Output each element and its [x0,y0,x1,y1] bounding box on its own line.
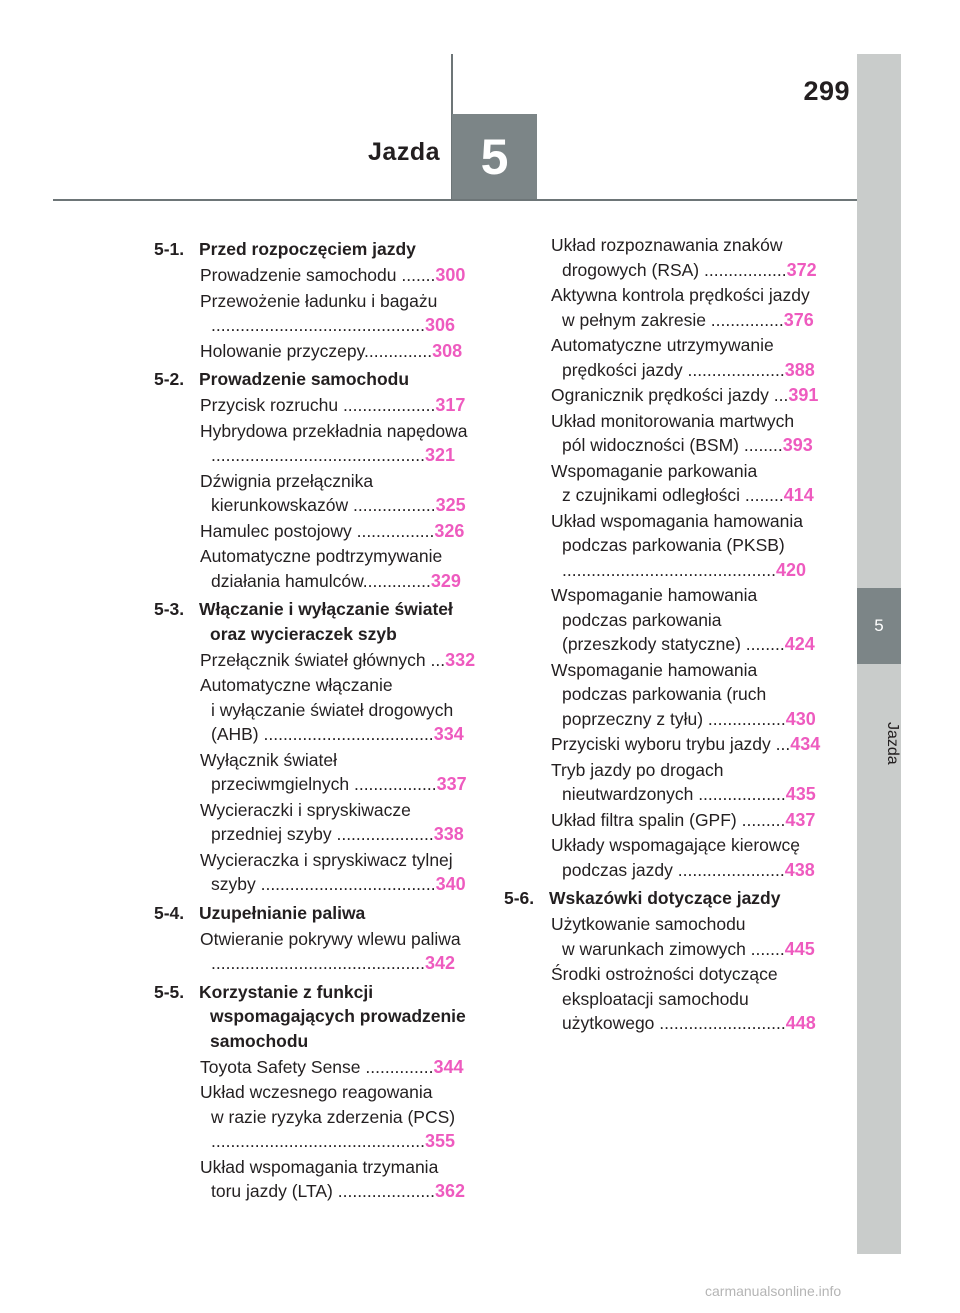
page-reference[interactable]: 420 [775,559,806,580]
entry-text: przedniej szyby .................... [211,824,434,844]
entry-text: Wycieraczka i spryskiwacz tylnej [200,849,453,870]
section-title: Przed rozpoczęciem jazdy [199,239,416,259]
entry-text: Hamulec postojowy ................ [200,520,435,541]
entry-text: Przyciski wyboru trybu jazdy ... [551,734,791,754]
toc-entry[interactable] [154,1155,479,1204]
entry-text: i wyłączanie świateł drogowych [211,699,454,720]
section-title: Korzystanie z funkcji wspomagających prowadzenie samochodu [199,981,466,1051]
entry-text: ............................................ [211,315,425,335]
section-number: 5-4. [154,902,185,923]
entry-text: Otwieranie pokrywy wlewu paliwa [200,928,461,949]
page-reference[interactable]: 300 [435,265,466,285]
side-tab-label: Jazda [884,722,901,765]
page-reference[interactable]: 340 [435,874,466,894]
toc-entry[interactable] [154,263,479,288]
entry-text: pól widoczności (BSM) ........ [562,435,783,455]
page-reference[interactable]: 326 [434,520,465,541]
toc-entry[interactable] [154,673,479,747]
entry-text: Hybrydowa przekładnia napędowa [200,420,468,441]
entry-text: w razie ryzyka zderzenia (PCS) [211,1106,456,1127]
toc-entry[interactable] [154,393,479,418]
entry-text: Automatyczne utrzymywanie [551,335,774,355]
entry-text: Wspomaganie hamowania [551,659,758,680]
entry-text: nieutwardzonych .................. [562,784,786,804]
toc-entry[interactable] [154,798,479,847]
entry-text: Układ wczesnego reagowania [200,1082,433,1102]
toc-entry[interactable] [154,1080,479,1154]
section-title: Włączanie i wyłączanie świateł oraz wycieraczek szyb [199,599,453,644]
page-reference[interactable]: 337 [436,774,467,794]
entry-text: poprzeczny z tyłu) ................ [562,708,786,729]
toc-entry[interactable] [154,519,479,544]
page-reference[interactable]: 355 [424,1131,455,1151]
toc-section[interactable] [154,367,479,392]
toc-section[interactable] [504,886,829,911]
page-reference[interactable]: 344 [433,1056,464,1077]
entry-text: podczas parkowania (PKSB) [562,535,785,555]
header-horizontal-rule [53,199,857,201]
entry-text: Prowadzenie samochodu ....... [200,265,436,285]
page-reference[interactable]: 434 [790,734,821,754]
entry-text: Wspomaganie parkowania [551,460,758,481]
page-reference[interactable]: 376 [783,309,814,330]
toc-entry[interactable] [504,509,829,583]
entry-text: ............................................ [562,559,776,580]
entry-text: Przewożenie ładunku i bagażu [200,290,438,311]
toc-entry[interactable] [504,459,829,508]
entry-text: Automatyczne włączanie [200,675,393,695]
section-title: Uzupełnianie paliwa [199,902,366,923]
page-reference[interactable]: 329 [430,570,461,591]
entry-text: Układ filtra spalin (GPF) ......... [551,809,786,830]
entry-text: w warunkach zimowych ....... [562,938,785,959]
entry-text: użytkowego .......................... [562,1013,786,1033]
entry-text: Dźwignia przełącznika [200,470,374,491]
page-reference[interactable]: 306 [424,315,455,335]
page-reference[interactable]: 325 [435,495,466,515]
entry-text: Układ wspomagania hamowania [551,510,803,531]
section-number: 5-5. [154,981,185,1002]
entry-text: Przełącznik świateł głównych ... [200,649,446,670]
toc-entry[interactable] [504,808,829,833]
chapter-title: Jazda [368,138,440,166]
toc-entry[interactable] [154,648,479,673]
toc-section[interactable] [154,901,479,926]
toc-section[interactable] [154,597,479,646]
entry-text: ............................................ [211,1131,425,1151]
toc-entry[interactable] [504,732,829,757]
page-reference[interactable]: 321 [424,445,455,465]
toc-column-left [154,233,479,1205]
toc-entry[interactable] [504,233,829,282]
toc-entry[interactable] [154,1055,479,1080]
entry-text: Wspomaganie hamowania [551,585,758,605]
entry-text: z czujnikami odległości ........ [562,485,784,505]
toc-entry[interactable] [504,583,829,657]
entry-text: Wyłącznik świateł [200,749,337,770]
page-reference[interactable]: 334 [433,724,464,744]
entry-text: przeciwmgielnych ................. [211,774,437,794]
toc-entry[interactable] [504,409,829,458]
page-reference[interactable]: 445 [784,938,815,959]
toc-section[interactable] [154,980,479,1054]
section-title: Prowadzenie samochodu [199,369,410,389]
page-reference[interactable]: 393 [782,435,813,455]
page-reference[interactable]: 332 [445,649,476,670]
toc-entry[interactable] [504,283,829,332]
entry-text: prędkości jazdy .................... [562,359,785,380]
entry-text: Toyota Safety Sense .............. [200,1056,434,1077]
entry-text: Układ monitorowania martwych [551,410,795,431]
page-reference[interactable]: 338 [433,824,464,844]
page-number: 299 [803,76,850,106]
entry-text: podczas parkowania [562,609,722,630]
entry-text: drogowych (RSA) ................. [562,259,787,280]
toc-entry[interactable] [504,758,829,807]
toc-entry[interactable] [154,289,479,338]
toc-entry[interactable] [154,419,479,468]
entry-text: w pełnym zakresie ............... [562,309,784,330]
page-reference[interactable]: 435 [785,784,816,804]
entry-text: Przycisk rozruchu ................... [200,395,436,415]
entry-text: eksploatacji samochodu [562,988,749,1009]
entry-text: podczas parkowania (ruch [562,684,767,704]
toc-entry[interactable] [504,912,829,961]
toc-section[interactable] [154,237,479,262]
chapter-number-box: 5 [452,114,537,200]
toc-entry[interactable] [504,383,829,408]
page-reference[interactable]: 388 [784,359,815,380]
entry-text: kierunkowskazów ................. [211,495,436,515]
entry-text: Układ wspomagania trzymania [200,1156,439,1177]
entry-text: Aktywna kontrola prędkości jazdy [551,285,810,305]
page-reference[interactable]: 437 [785,809,816,830]
entry-text: działania hamulców.............. [211,570,431,591]
toc-entry[interactable] [504,962,829,1036]
entry-text: Układ rozpoznawania znaków [551,235,783,255]
toc-entry[interactable] [154,748,479,797]
page-reference[interactable]: 342 [424,953,455,973]
toc-entry[interactable] [504,833,829,882]
side-tab-number[interactable]: 5 [857,588,901,664]
entry-text: Automatyczne podtrzymywanie [200,546,443,566]
toc-column-right [504,233,829,1037]
toc-entry[interactable] [154,927,479,976]
entry-text: Tryb jazdy po drogach [551,759,724,780]
entry-text: (przeszkody statyczne) ........ [562,634,785,654]
page-reference[interactable]: 438 [784,859,815,880]
entry-text: ............................................ [211,445,425,465]
page-reference[interactable]: 308 [432,340,463,361]
toc-entry[interactable] [504,658,829,732]
page-reference[interactable]: 372 [786,259,817,280]
page-reference[interactable]: 430 [785,708,816,729]
section-number: 5-2. [154,369,185,389]
entry-text: toru jazdy (LTA) .................... [211,1181,435,1201]
page-reference[interactable]: 317 [435,395,466,415]
page-reference[interactable]: 448 [785,1013,816,1033]
entry-text: (AHB) ................................... [211,724,434,744]
entry-text: Wycieraczki i spryskiwacze [200,799,411,820]
page-reference[interactable]: 362 [435,1181,466,1201]
toc-entry[interactable] [504,333,829,382]
entry-text: ............................................ [211,953,425,973]
entry-text: Układy wspomagające kierowcę [551,835,800,855]
toc-entry[interactable] [154,848,479,897]
section-number: 5-1. [154,239,185,259]
page-reference[interactable]: 391 [788,385,819,405]
entry-text: Holowanie przyczepy.............. [200,340,433,361]
entry-text: Środki ostrożności dotyczące [551,964,778,984]
section-number: 5-6. [504,888,535,908]
entry-text: szyby .................................... [211,874,436,894]
side-tab [857,54,901,1254]
section-title: Wskazówki dotyczące jazdy [549,888,781,908]
entry-text: Użytkowanie samochodu [551,914,746,934]
section-number: 5-3. [154,599,185,619]
page-reference[interactable]: 424 [784,634,815,654]
entry-text: Ogranicznik prędkości jazdy ... [551,385,789,405]
toc-entry[interactable] [154,469,479,518]
entry-text: podczas jazdy ...................... [562,859,785,880]
toc-entry[interactable] [154,339,479,364]
footer-url: carmanualsonline.info [705,1283,842,1299]
page-reference[interactable]: 414 [783,485,814,505]
toc-entry[interactable] [154,544,479,593]
